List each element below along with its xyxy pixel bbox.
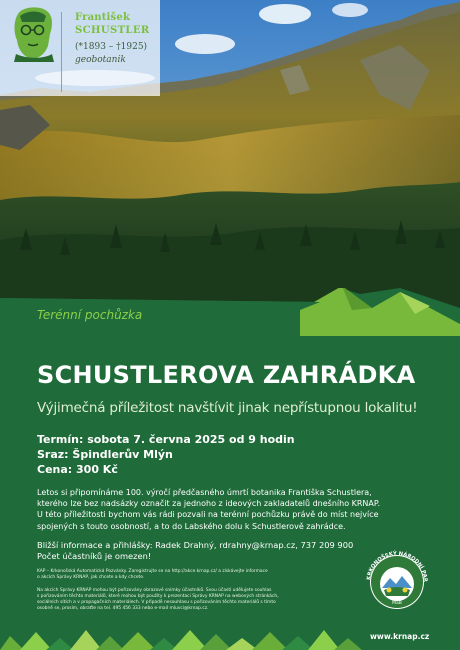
logo-divider — [61, 12, 62, 92]
event-term: Termín: sobota 7. června 2025 od 9 hodin — [37, 433, 295, 446]
description-line: spojených s touto osobností, a to do Labského dolu k Schustlerově zahrádce. — [37, 521, 346, 531]
portrait-icon — [8, 6, 58, 62]
event-type-label: Terénní pochůzka — [37, 308, 143, 322]
fineprint-line: sociálních sítích a v propagačních materiálech. V případě nesouhlasu s pořizováním těchto materiálů s tímto — [37, 600, 276, 605]
photo-consent-fineprint — [37, 588, 337, 612]
fineprint-line: osobně se, prosím, obraťte na tel. 495 456 333 nebo e-mail mluvci@krnap.cz. — [37, 606, 209, 611]
description-line: U této příležitosti bychom vás rádi pozvali na terénní pochůzku právě do míst nejvíce — [37, 510, 379, 520]
registration-fineprint — [37, 569, 337, 581]
hero-photo — [0, 0, 460, 312]
contact-details: Bližší informace a přihlášky: Radek Drahný, rdrahny@krnap.cz, 737 209 900 — [37, 540, 354, 550]
badge-ring-text: KRKONOŠSKÝ NÁRODNÍ PAR — [366, 550, 429, 583]
person-last-name: SCHUSTLER — [75, 25, 150, 36]
description-line: kterého lze bez nadsázky označit za jednoho z ideových zakladatelů dnešního KRNAP. — [37, 499, 381, 509]
event-meeting-point: Sraz: Špindlerův Mlýn — [37, 448, 173, 461]
person-years: (*1893 – †1925) — [75, 42, 148, 52]
event-title: SCHUSTLEROVA ZAHRÁDKA — [37, 361, 416, 389]
event-price: Cena: 300 Kč — [37, 463, 118, 476]
participant-limit: Počet účastníků je omezen! — [37, 551, 152, 562]
badge-center-text: MaB — [392, 601, 402, 606]
fineprint-line: s pořizováním těchto materiálů, které mohou být použity k prezentaci Správy KRNAP na webových stránkách, — [37, 594, 279, 599]
event-tagline: Výjimečná příležitost navštívit jinak nepřístupnou lokalitu! — [37, 400, 418, 416]
person-role: geobotanik — [75, 55, 126, 65]
fineprint-line: KAP – Krkonošská Automatická Pozvánky. Zaregistrujte se na http://akce.krnap.cz/ a získávejte informace — [37, 569, 268, 574]
person-credit — [75, 12, 150, 65]
schustler-portrait-logo — [8, 6, 58, 62]
krnap-badge-logo — [362, 548, 432, 610]
fineprint-line: o akcích Správy KRNAP, jak chcete a kdy chcete. — [37, 575, 145, 580]
person-first-name: František — [75, 12, 131, 23]
event-description — [37, 487, 437, 532]
event-facts — [37, 432, 295, 477]
mountain-landscape-image — [0, 0, 460, 312]
website-link[interactable]: www.krnap.cz — [370, 632, 430, 641]
description-line: Letos si připomínáme 100. výročí předčasného úmrtí botanika Františka Schustlera, — [37, 488, 372, 497]
fineprint-line: Na akcích Správy KRNAP mohou být pořizovány obrazové snímky účastníků. Svou účastí udělujete souhlas — [37, 588, 272, 593]
